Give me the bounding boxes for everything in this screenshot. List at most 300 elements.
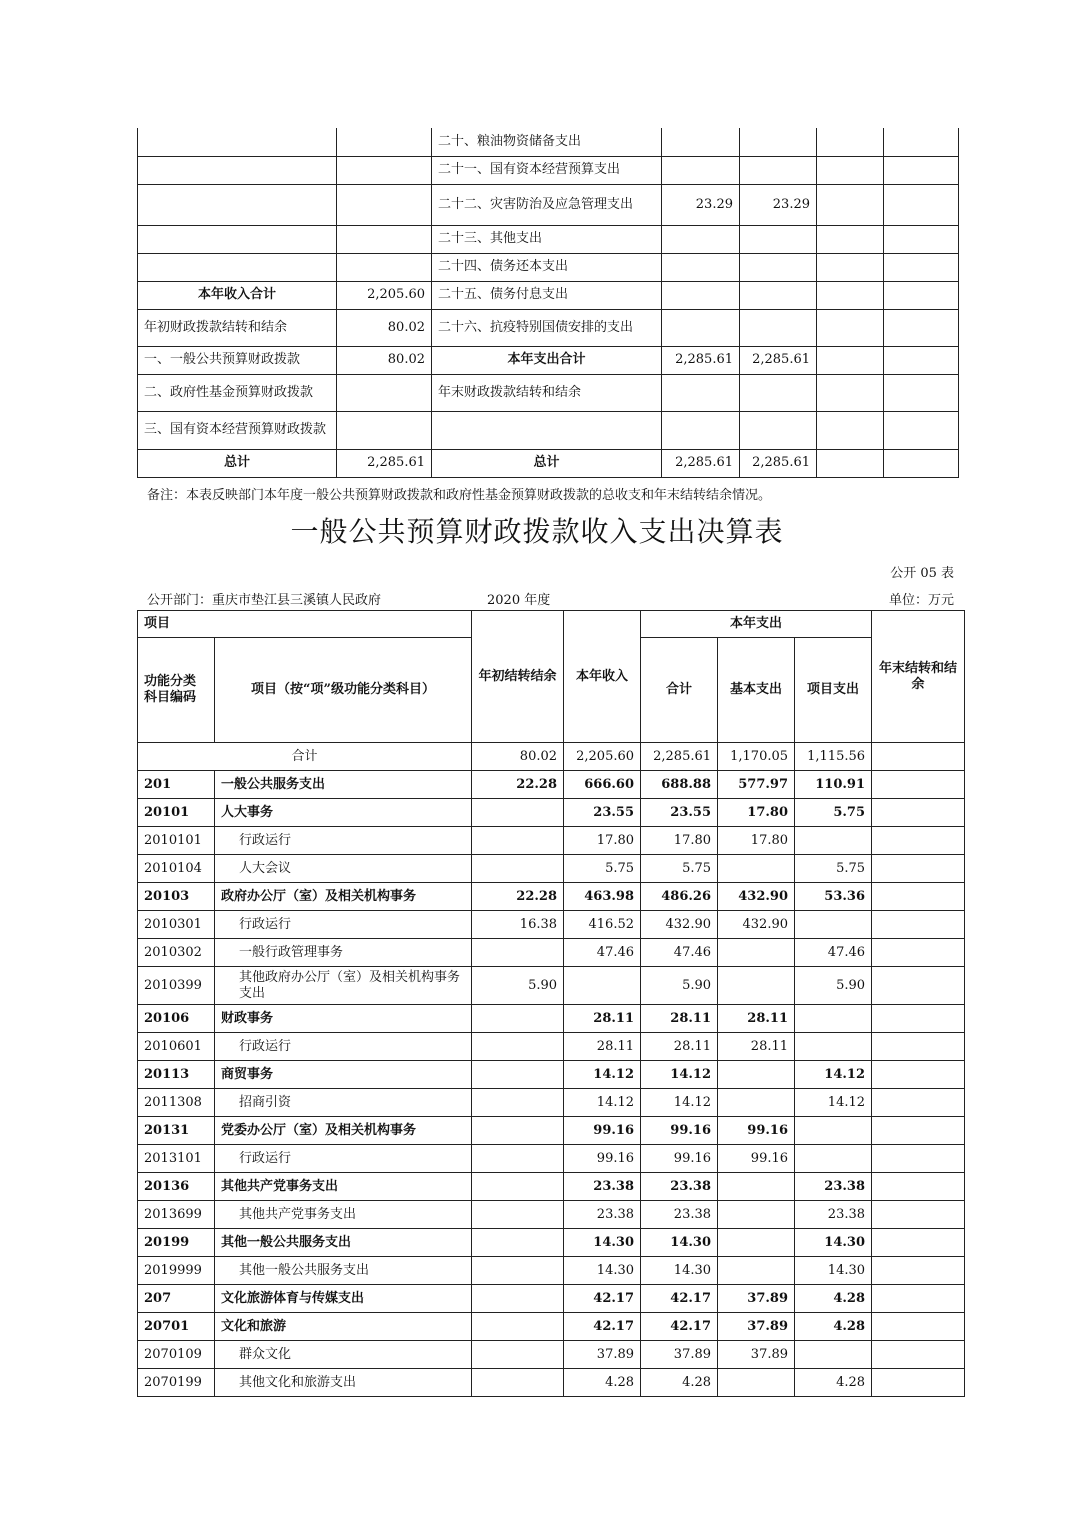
page-title: 一般公共预算财政拨款收入支出决算表	[290, 515, 784, 548]
table-row	[138, 883, 965, 911]
header-opening: 年初结转结余	[472, 611, 564, 743]
summary-row	[138, 184, 959, 225]
summary-row	[138, 346, 959, 374]
income-amount	[337, 253, 432, 281]
expense-col-1	[662, 309, 740, 346]
row-project: 14.12	[795, 1089, 872, 1117]
summary-table	[137, 128, 959, 478]
row-total: 42.17	[641, 1313, 718, 1341]
table-row	[138, 855, 965, 883]
header-income: 本年收入	[564, 611, 641, 743]
expense-col-3	[817, 449, 884, 477]
row-opening: 22.28	[472, 771, 564, 799]
expense-col-4	[884, 411, 959, 449]
table-row	[138, 1313, 965, 1341]
row-income: 23.38	[564, 1201, 641, 1229]
row-total: 23.38	[641, 1173, 718, 1201]
income-amount: 2,285.61	[337, 449, 432, 477]
expense-item: 二十四、债务还本支出	[432, 253, 662, 281]
row-project: 23.38	[795, 1201, 872, 1229]
income-item: 一、一般公共预算财政拨款	[138, 346, 337, 374]
row-closing	[872, 855, 965, 883]
row-code: 2013101	[138, 1145, 215, 1173]
expense-col-4	[884, 281, 959, 309]
row-project	[795, 1117, 872, 1145]
row-name: 一般行政管理事务	[215, 939, 472, 967]
expense-col-4	[884, 346, 959, 374]
header-current-expense: 本年支出	[641, 611, 872, 638]
income-amount	[337, 225, 432, 253]
table-row	[138, 911, 965, 939]
table-row	[138, 1005, 965, 1033]
income-amount	[337, 411, 432, 449]
row-total: 17.80	[641, 827, 718, 855]
income-amount: 80.02	[337, 309, 432, 346]
expense-col-3	[817, 309, 884, 346]
expense-item: 年末财政拨款结转和结余	[432, 374, 662, 411]
row-income: 14.30	[564, 1257, 641, 1285]
row-basic: 577.97	[718, 771, 795, 799]
row-name: 其他文化和旅游支出	[215, 1369, 472, 1397]
row-closing	[872, 827, 965, 855]
row-opening	[472, 1005, 564, 1033]
row-code: 20136	[138, 1173, 215, 1201]
header-total: 合计	[641, 638, 718, 743]
row-opening	[472, 1313, 564, 1341]
row-closing	[872, 883, 965, 911]
income-amount	[337, 184, 432, 225]
row-name: 其他政府办公厅（室）及相关机构事务支出	[215, 967, 472, 1005]
header-basic: 基本支出	[718, 638, 795, 743]
row-name: 其他共产党事务支出	[215, 1173, 472, 1201]
row-code: 201	[138, 771, 215, 799]
income-item: 二、政府性基金预算财政拨款	[138, 374, 337, 411]
table-row	[138, 1201, 965, 1229]
total-closing	[872, 743, 965, 771]
expense-col-3	[817, 156, 884, 184]
row-opening: 16.38	[472, 911, 564, 939]
table-row	[138, 1173, 965, 1201]
row-opening	[472, 799, 564, 827]
expense-col-2: 23.29	[740, 184, 817, 225]
row-name: 行政运行	[215, 1145, 472, 1173]
row-total: 37.89	[641, 1341, 718, 1369]
row-income: 47.46	[564, 939, 641, 967]
table-row	[138, 1369, 965, 1397]
expense-col-2	[740, 128, 817, 156]
summary-row	[138, 225, 959, 253]
total-total: 2,285.61	[641, 743, 718, 771]
row-basic: 432.90	[718, 883, 795, 911]
row-project: 14.30	[795, 1229, 872, 1257]
summary-row	[138, 374, 959, 411]
row-opening	[472, 1229, 564, 1257]
summary-row	[138, 411, 959, 449]
row-income: 28.11	[564, 1005, 641, 1033]
row-income: 463.98	[564, 883, 641, 911]
expense-col-1	[662, 253, 740, 281]
expense-col-3	[817, 374, 884, 411]
income-item	[138, 156, 337, 184]
row-basic: 17.80	[718, 799, 795, 827]
summary-row	[138, 281, 959, 309]
table-row	[138, 967, 965, 1005]
table-row	[138, 939, 965, 967]
row-closing	[872, 1201, 965, 1229]
expense-col-1	[662, 411, 740, 449]
row-total: 14.12	[641, 1089, 718, 1117]
row-closing	[872, 1117, 965, 1145]
income-item	[138, 225, 337, 253]
row-income: 666.60	[564, 771, 641, 799]
header-project: 项目支出	[795, 638, 872, 743]
expense-col-3	[817, 225, 884, 253]
row-project: 53.36	[795, 883, 872, 911]
summary-row	[138, 253, 959, 281]
income-item: 本年收入合计	[138, 281, 337, 309]
expense-col-4	[884, 309, 959, 346]
row-code: 2010302	[138, 939, 215, 967]
row-closing	[872, 1145, 965, 1173]
table-row	[138, 1033, 965, 1061]
row-opening	[472, 1285, 564, 1313]
expense-col-2	[740, 374, 817, 411]
expense-item: 二十二、灾害防治及应急管理支出	[432, 184, 662, 225]
row-income: 5.75	[564, 855, 641, 883]
income-item	[138, 184, 337, 225]
row-project: 4.28	[795, 1285, 872, 1313]
header-code: 功能分类科目编码	[138, 638, 215, 743]
summary-row	[138, 128, 959, 156]
row-project: 5.90	[795, 967, 872, 1005]
row-closing	[872, 1089, 965, 1117]
expense-item: 二十六、抗疫特别国债安排的支出	[432, 309, 662, 346]
row-name: 一般公共服务支出	[215, 771, 472, 799]
row-project	[795, 1033, 872, 1061]
row-name: 文化旅游体育与传媒支出	[215, 1285, 472, 1313]
row-opening	[472, 1257, 564, 1285]
row-project: 110.91	[795, 771, 872, 799]
row-income: 28.11	[564, 1033, 641, 1061]
table-row	[138, 799, 965, 827]
row-income: 23.55	[564, 799, 641, 827]
row-opening	[472, 1145, 564, 1173]
row-closing	[872, 911, 965, 939]
expense-item	[432, 411, 662, 449]
row-code: 2010399	[138, 967, 215, 1005]
expense-col-2	[740, 281, 817, 309]
row-opening	[472, 1201, 564, 1229]
header-item: 项目	[138, 611, 472, 638]
row-closing	[872, 1173, 965, 1201]
row-opening	[472, 855, 564, 883]
total-label: 合计	[138, 743, 472, 771]
row-code: 2070109	[138, 1341, 215, 1369]
row-name: 人大会议	[215, 855, 472, 883]
row-project	[795, 911, 872, 939]
row-code: 20103	[138, 883, 215, 911]
row-income: 416.52	[564, 911, 641, 939]
row-project	[795, 1341, 872, 1369]
fiscal-year: 2020 年度	[487, 593, 551, 608]
row-basic: 432.90	[718, 911, 795, 939]
row-income: 99.16	[564, 1117, 641, 1145]
summary-row	[138, 309, 959, 346]
row-closing	[872, 1229, 965, 1257]
row-opening	[472, 1033, 564, 1061]
row-closing	[872, 771, 965, 799]
row-opening	[472, 1173, 564, 1201]
summary-note: 备注：本表反映部门本年度一般公共预算财政拨款和政府性基金预算财政拨款的总收支和年末结转结余情况。	[147, 488, 772, 503]
row-name: 群众文化	[215, 1341, 472, 1369]
table-row	[138, 1285, 965, 1313]
row-total: 688.88	[641, 771, 718, 799]
department-label: 公开部门：重庆市垫江县三溪镇人民政府	[147, 593, 382, 608]
row-project: 14.12	[795, 1061, 872, 1089]
expense-col-3	[817, 253, 884, 281]
row-basic	[718, 1061, 795, 1089]
row-code: 2070199	[138, 1369, 215, 1397]
row-code: 2011308	[138, 1089, 215, 1117]
row-code: 2013699	[138, 1201, 215, 1229]
row-project	[795, 827, 872, 855]
row-income: 37.89	[564, 1341, 641, 1369]
row-basic	[718, 1173, 795, 1201]
row-code: 2010101	[138, 827, 215, 855]
row-code: 20199	[138, 1229, 215, 1257]
expense-col-1	[662, 156, 740, 184]
summary-row	[138, 449, 959, 477]
row-name: 其他一般公共服务支出	[215, 1257, 472, 1285]
total-basic: 1,170.05	[718, 743, 795, 771]
expense-col-2	[740, 225, 817, 253]
row-total: 99.16	[641, 1145, 718, 1173]
income-item: 年初财政拨款结转和结余	[138, 309, 337, 346]
expense-col-1: 23.29	[662, 184, 740, 225]
summary-row	[138, 156, 959, 184]
row-opening	[472, 1117, 564, 1145]
table-row	[138, 1145, 965, 1173]
total-row	[138, 743, 965, 771]
row-project: 47.46	[795, 939, 872, 967]
row-closing	[872, 1341, 965, 1369]
expense-col-3	[817, 346, 884, 374]
row-project	[795, 1145, 872, 1173]
expense-col-1: 2,285.61	[662, 449, 740, 477]
row-code: 2010301	[138, 911, 215, 939]
expense-item: 总计	[432, 449, 662, 477]
row-name: 党委办公厅（室）及相关机构事务	[215, 1117, 472, 1145]
table-row	[138, 1089, 965, 1117]
row-income: 23.38	[564, 1173, 641, 1201]
expense-col-1	[662, 225, 740, 253]
row-project: 23.38	[795, 1173, 872, 1201]
row-total: 5.75	[641, 855, 718, 883]
row-closing	[872, 1005, 965, 1033]
row-basic: 28.11	[718, 1033, 795, 1061]
income-amount	[337, 128, 432, 156]
expense-col-1	[662, 374, 740, 411]
row-basic: 99.16	[718, 1117, 795, 1145]
expense-col-4	[884, 253, 959, 281]
row-basic	[718, 1089, 795, 1117]
row-opening	[472, 1369, 564, 1397]
row-income: 99.16	[564, 1145, 641, 1173]
row-code: 20131	[138, 1117, 215, 1145]
row-basic: 17.80	[718, 827, 795, 855]
row-total: 5.90	[641, 967, 718, 1005]
row-opening	[472, 827, 564, 855]
income-item	[138, 253, 337, 281]
row-code: 2010104	[138, 855, 215, 883]
table-row	[138, 1229, 965, 1257]
expense-item: 本年支出合计	[432, 346, 662, 374]
row-closing	[872, 939, 965, 967]
income-item: 总计	[138, 449, 337, 477]
row-name: 其他共产党事务支出	[215, 1201, 472, 1229]
row-name: 文化和旅游	[215, 1313, 472, 1341]
row-closing	[872, 1313, 965, 1341]
expense-col-4	[884, 128, 959, 156]
expense-col-4	[884, 184, 959, 225]
expense-col-3	[817, 128, 884, 156]
row-income: 14.30	[564, 1229, 641, 1257]
row-closing	[872, 799, 965, 827]
row-project: 5.75	[795, 855, 872, 883]
row-code: 20106	[138, 1005, 215, 1033]
row-project: 14.30	[795, 1257, 872, 1285]
expense-col-3	[817, 281, 884, 309]
expense-col-4	[884, 225, 959, 253]
row-total: 23.55	[641, 799, 718, 827]
header-closing: 年末结转和结余	[872, 611, 965, 743]
expense-col-4	[884, 156, 959, 184]
row-basic: 37.89	[718, 1341, 795, 1369]
expense-col-3	[817, 184, 884, 225]
row-code: 20701	[138, 1313, 215, 1341]
row-code: 2019999	[138, 1257, 215, 1285]
row-closing	[872, 1061, 965, 1089]
table-row	[138, 1061, 965, 1089]
unit-label: 单位：万元	[888, 593, 954, 608]
row-basic: 37.89	[718, 1285, 795, 1313]
row-opening	[472, 1089, 564, 1117]
row-closing	[872, 967, 965, 1005]
expense-col-3	[817, 411, 884, 449]
row-basic	[718, 939, 795, 967]
row-project: 5.75	[795, 799, 872, 827]
row-basic	[718, 1369, 795, 1397]
row-name: 其他一般公共服务支出	[215, 1229, 472, 1257]
row-basic	[718, 1257, 795, 1285]
row-total: 14.30	[641, 1257, 718, 1285]
row-total: 28.11	[641, 1005, 718, 1033]
income-amount	[337, 374, 432, 411]
row-opening	[472, 1341, 564, 1369]
row-basic	[718, 967, 795, 1005]
row-total: 23.38	[641, 1201, 718, 1229]
row-code: 20101	[138, 799, 215, 827]
row-basic	[718, 1201, 795, 1229]
row-name: 财政事务	[215, 1005, 472, 1033]
row-basic: 28.11	[718, 1005, 795, 1033]
row-total: 486.26	[641, 883, 718, 911]
row-income: 4.28	[564, 1369, 641, 1397]
total-project: 1,115.56	[795, 743, 872, 771]
row-project: 4.28	[795, 1313, 872, 1341]
row-total: 47.46	[641, 939, 718, 967]
row-basic: 99.16	[718, 1145, 795, 1173]
row-opening: 5.90	[472, 967, 564, 1005]
table-row	[138, 827, 965, 855]
expense-col-2: 2,285.61	[740, 449, 817, 477]
row-name: 招商引资	[215, 1089, 472, 1117]
row-income: 42.17	[564, 1285, 641, 1313]
row-basic	[718, 1229, 795, 1257]
expense-col-1: 2,285.61	[662, 346, 740, 374]
row-income: 14.12	[564, 1061, 641, 1089]
expense-item: 二十一、国有资本经营预算支出	[432, 156, 662, 184]
row-name: 行政运行	[215, 827, 472, 855]
total-opening: 80.02	[472, 743, 564, 771]
row-name: 行政运行	[215, 911, 472, 939]
income-amount	[337, 156, 432, 184]
row-total: 42.17	[641, 1285, 718, 1313]
expense-col-2: 2,285.61	[740, 346, 817, 374]
expense-item: 二十五、债务付息支出	[432, 281, 662, 309]
row-closing	[872, 1033, 965, 1061]
header-name: 项目（按“项”级功能分类科目）	[215, 638, 472, 743]
row-code: 2010601	[138, 1033, 215, 1061]
row-name: 行政运行	[215, 1033, 472, 1061]
row-project: 4.28	[795, 1369, 872, 1397]
expense-item: 二十三、其他支出	[432, 225, 662, 253]
table-row	[138, 1341, 965, 1369]
row-total: 4.28	[641, 1369, 718, 1397]
expense-col-4	[884, 449, 959, 477]
row-name: 人大事务	[215, 799, 472, 827]
income-amount: 80.02	[337, 346, 432, 374]
expense-col-4	[884, 374, 959, 411]
table-number: 公开 05 表	[890, 566, 954, 581]
row-income: 17.80	[564, 827, 641, 855]
table-row	[138, 1257, 965, 1285]
row-code: 207	[138, 1285, 215, 1313]
row-total: 99.16	[641, 1117, 718, 1145]
expense-col-1	[662, 128, 740, 156]
expense-col-1	[662, 281, 740, 309]
row-project	[795, 1005, 872, 1033]
budget-table	[137, 610, 965, 1397]
row-name: 政府办公厅（室）及相关机构事务	[215, 883, 472, 911]
row-income: 14.12	[564, 1089, 641, 1117]
row-basic: 37.89	[718, 1313, 795, 1341]
expense-col-2	[740, 309, 817, 346]
table-row	[138, 1117, 965, 1145]
income-amount: 2,205.60	[337, 281, 432, 309]
row-name: 商贸事务	[215, 1061, 472, 1089]
row-total: 432.90	[641, 911, 718, 939]
expense-col-2	[740, 253, 817, 281]
expense-col-2	[740, 156, 817, 184]
row-code: 20113	[138, 1061, 215, 1089]
income-item: 三、国有资本经营预算财政拨款	[138, 411, 337, 449]
row-opening: 22.28	[472, 883, 564, 911]
row-basic	[718, 855, 795, 883]
row-closing	[872, 1369, 965, 1397]
expense-col-2	[740, 411, 817, 449]
row-opening	[472, 939, 564, 967]
